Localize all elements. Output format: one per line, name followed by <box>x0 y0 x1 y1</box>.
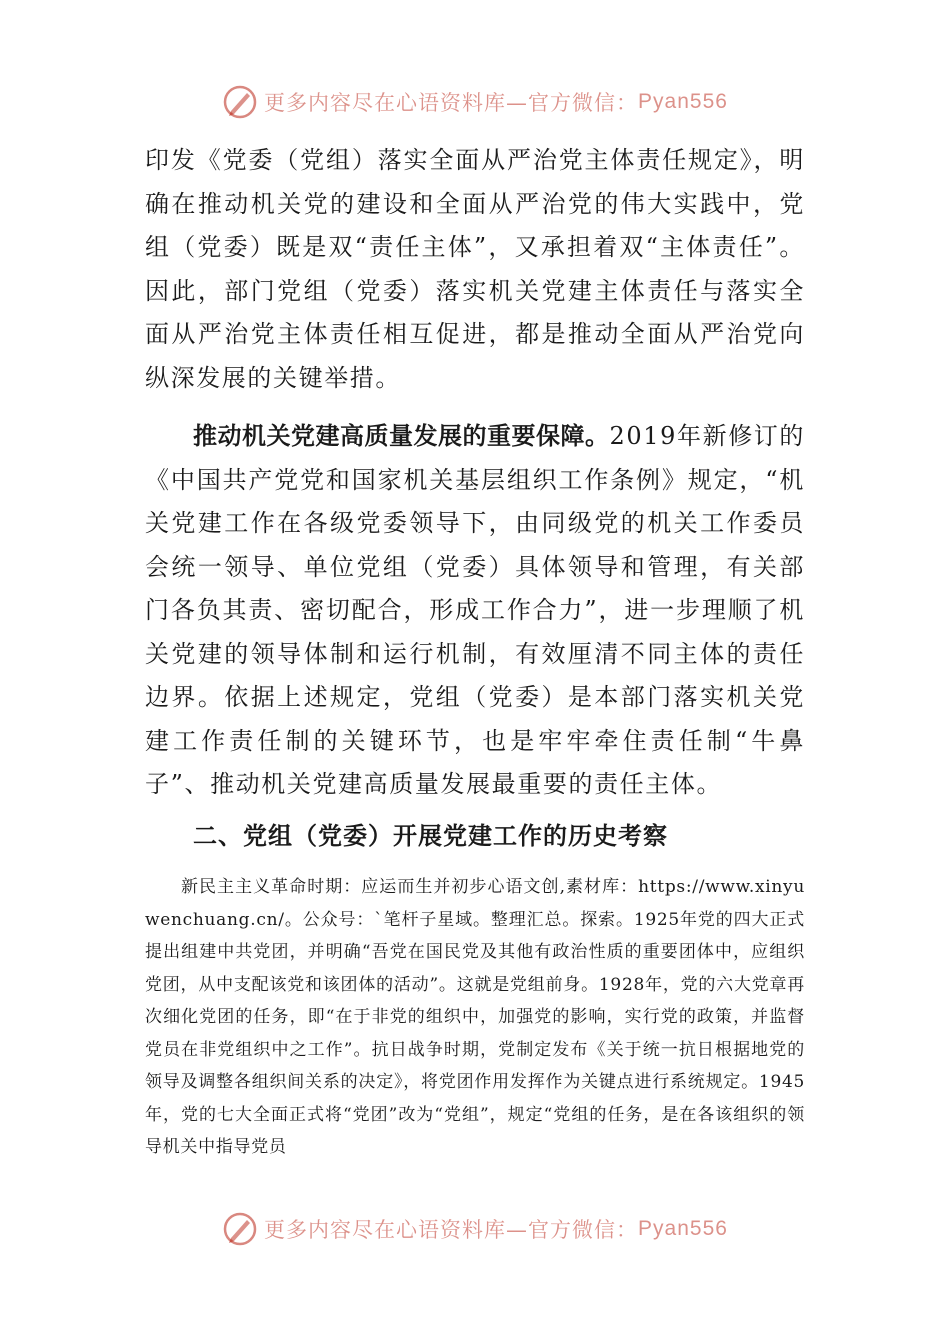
body-paragraph-1: 印发《党委（党组）落实全面从严治党主体责任规定》，明确在推动机关党的建设和全面从严治党的伟大实践中，党组（党委）既是双“责任主体”，又承担着双“主体责任”。因此，部门党组（党委）落实机关党建主体责任与落实全面从严治党主体责任相互促进，都是推动全面从严治党向纵深发展的关键举措。 <box>145 146 805 392</box>
paragraph-lead-bold: 推动机关党建高质量发展的重要保障。 <box>193 422 610 450</box>
pen-logo-icon <box>222 84 258 120</box>
watermark-text: 更多内容尽在心语资料库—官方微信： <box>264 91 639 115</box>
watermark-banner-bottom <box>0 1209 950 1249</box>
watermark-wechat: Pyan556 <box>638 90 728 113</box>
body-paragraph-2 <box>145 415 805 807</box>
section-heading: 二、党组（党委）开展党建工作的历史考察 <box>193 822 668 850</box>
paragraph-2-text: 2019年新修订的《中国共产党党和国家机关基层组织工作条例》规定，“机关党建工作在各级党委领导下，由同级党的机关工作委员会统一领导、单位党组（党委）具体领导和管理，有关部门各负其责、密切配合，形成工作合力”，进一步理顺了机关党建的领导体制和运行机制，有效厘清不同主体的责任边界。依据上述规定，党组（党委）是本部门落实机关党建工作责任制的关键环节，也是牢牢牵住责任制“牛鼻子”、推动机关党建高质量发展最重要的责任主体。 <box>145 422 805 798</box>
body-paragraph-3: 新民主主义革命时期：应运而生并初步心语文创,素材库：https://www.xinyuwenchuang.cn/。公众号：`笔杆子星域。整理汇总。探索。1925年党的四大正式提出组建中共党团，并明确“吾党在国民党及其他有政治性质的重要团体中，应组织党团，从中支配该党和该团体的活动”。这就是党组前身。1928年，党的六大党章再次细化党团的任务，即“在于非党的组织中，加强党的影响，实行党的政策，并监督党员在非党组织中之工作”。抗日战争时期，党制定发布《关于统一抗日根据地党的领导及调整各组织间关系的决定》，将党团作用发挥作为关键点进行系统规定。1945年，党的七大全面正式将“党团”改为“党组”，规定“党组的任务，是在各该组织的领导机关中指导党员 <box>145 877 805 1157</box>
watermark-wechat: Pyan556 <box>638 1217 728 1240</box>
watermark-banner-top <box>0 82 950 122</box>
pen-logo-icon <box>222 1211 258 1247</box>
watermark-text: 更多内容尽在心语资料库—官方微信： <box>264 1218 639 1242</box>
